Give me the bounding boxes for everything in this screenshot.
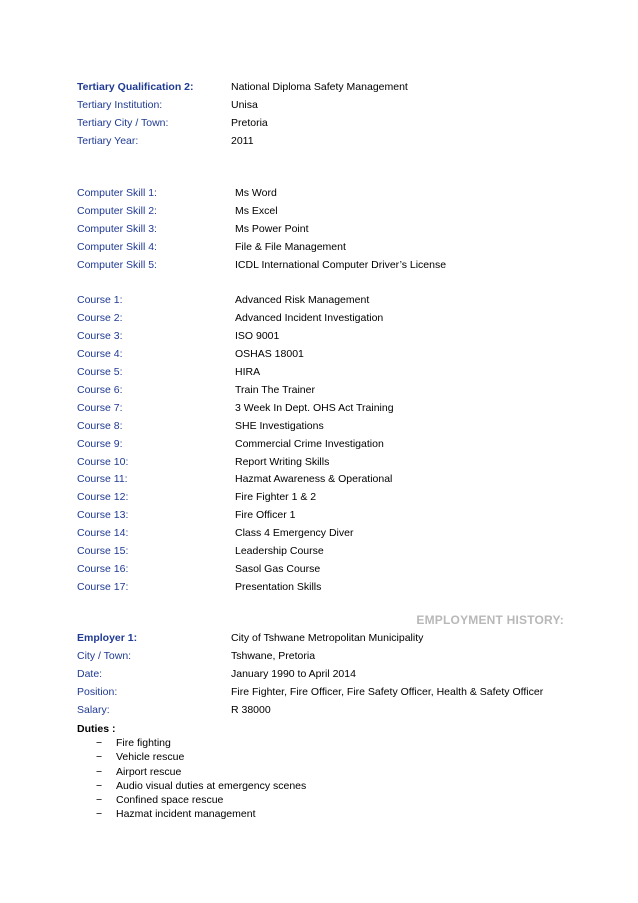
duty-text: Airport rescue [116,765,182,778]
course-row [77,402,577,418]
field-value: Advanced Incident Investigation [235,312,384,324]
duty-item [96,794,306,808]
computer-skill-row [77,241,577,257]
course-row [77,438,577,454]
field-value: SHE Investigations [235,420,324,432]
course-row [77,456,577,472]
field-value: ISO 9001 [235,330,280,342]
duty-text: Hazmat incident management [116,808,256,821]
field-value: File & File Management [235,241,346,253]
field-value: Tshwane, Pretoria [231,650,316,662]
field-label: Course 3: [77,330,123,342]
field-label: Course 13: [77,509,129,521]
field-value: OSHAS 18001 [235,348,304,360]
dash-bullet-icon: − [96,808,103,821]
duty-item [96,808,306,822]
field-label: Date: [77,668,103,680]
computer-skill-row [77,259,577,275]
field-value: January 1990 to April 2014 [231,668,356,680]
course-row [77,348,577,364]
field-label: Course 15: [77,545,129,557]
field-value: Commercial Crime Investigation [235,438,384,450]
computer-skill-row [77,187,577,203]
field-value: Presentation Skills [235,581,322,593]
employment-history-heading: EMPLOYMENT HISTORY: [416,613,564,627]
duty-item [96,766,306,780]
duty-text: Audio visual duties at emergency scenes [116,779,307,792]
field-label: Computer Skill 3: [77,223,157,235]
dash-bullet-icon: − [96,751,103,764]
employer-row [77,632,577,648]
field-label: Course 2: [77,312,123,324]
dash-bullet-icon: − [96,794,103,807]
course-row [77,563,577,579]
field-label: Course 1: [77,294,123,306]
field-value: Fire Fighter 1 & 2 [235,491,317,503]
field-label: Position: [77,686,118,698]
field-value: Unisa [231,99,258,111]
field-label: Course 5: [77,366,123,378]
duty-text: Confined space rescue [116,794,224,807]
field-label: Course 7: [77,402,123,414]
field-label: Tertiary Institution: [77,99,163,111]
duties-list [96,737,306,823]
employer-row [77,704,577,720]
employer-row [77,686,577,702]
field-value: ICDL International Computer Driver’s License [235,259,447,271]
duty-item [96,737,306,751]
course-row [77,509,577,525]
course-row [77,330,577,346]
course-row [77,527,577,543]
employer-row [77,668,577,684]
field-label: City / Town: [77,650,132,662]
field-label: Course 4: [77,348,123,360]
field-value: Train The Trainer [235,384,315,396]
field-value: Ms Excel [235,205,278,217]
dash-bullet-icon: − [96,737,103,749]
field-value: Class 4 Emergency Diver [235,527,354,539]
field-value: Sasol Gas Course [235,563,321,575]
field-value: City of Tshwane Metropolitan Municipality [231,632,424,644]
field-label: Salary: [77,704,110,716]
field-label: Computer Skill 4: [77,241,157,253]
field-value: Hazmat Awareness & Operational [235,473,393,485]
field-value: R 38000 [231,704,271,716]
field-value: National Diploma Safety Management [231,81,408,93]
field-value: HIRA [235,366,261,378]
field-label: Course 16: [77,563,129,575]
course-row [77,581,577,597]
course-row [77,491,577,507]
field-label: Computer Skill 5: [77,259,157,271]
course-row [77,366,577,382]
field-value: 3 Week In Dept. OHS Act Training [235,402,394,414]
field-label: Course 8: [77,420,123,432]
field-label: Tertiary Year: [77,135,139,147]
field-value: Ms Power Point [235,223,309,235]
employer-row [77,650,577,666]
dash-bullet-icon: − [96,779,103,792]
computer-skill-row [77,205,577,221]
field-value: Pretoria [231,117,268,129]
field-label: Course 10: [77,456,129,468]
field-label: Course 17: [77,581,129,593]
duty-text: Vehicle rescue [116,751,185,764]
field-label: Course 14: [77,527,129,539]
computer-skill-row [77,223,577,239]
course-row [77,294,577,310]
course-row [77,420,577,436]
course-row [77,473,577,489]
duties-title: Duties : [77,723,116,735]
field-label: Computer Skill 2: [77,205,157,217]
field-value: Leadership Course [235,545,324,557]
field-value: 2011 [231,135,254,147]
field-value: Report Writing Skills [235,456,330,468]
field-value: Fire Officer 1 [235,509,296,521]
field-label: Tertiary Qualification 2: [77,81,194,93]
field-value: Ms Word [235,187,277,199]
field-value: Fire Fighter, Fire Officer, Fire Safety Officer, Health & Safety Officer [231,686,544,698]
field-label: Course 11: [77,473,128,485]
duty-item [96,780,306,794]
field-value: Advanced Risk Management [235,294,370,306]
field-label: Employer 1: [77,632,138,644]
field-label: Course 6: [77,384,123,396]
duty-text: Fire fighting [116,737,171,749]
course-row [77,312,577,328]
field-label: Course 9: [77,438,123,450]
tertiary-row [77,81,577,97]
duty-item [96,751,306,765]
tertiary-row [77,135,577,151]
tertiary-row [77,99,577,115]
dash-bullet-icon: − [96,765,103,778]
field-label: Tertiary City / Town: [77,117,169,129]
tertiary-row [77,117,577,133]
field-label: Course 12: [77,491,129,503]
field-label: Computer Skill 1: [77,187,157,199]
course-row [77,545,577,561]
course-row [77,384,577,400]
